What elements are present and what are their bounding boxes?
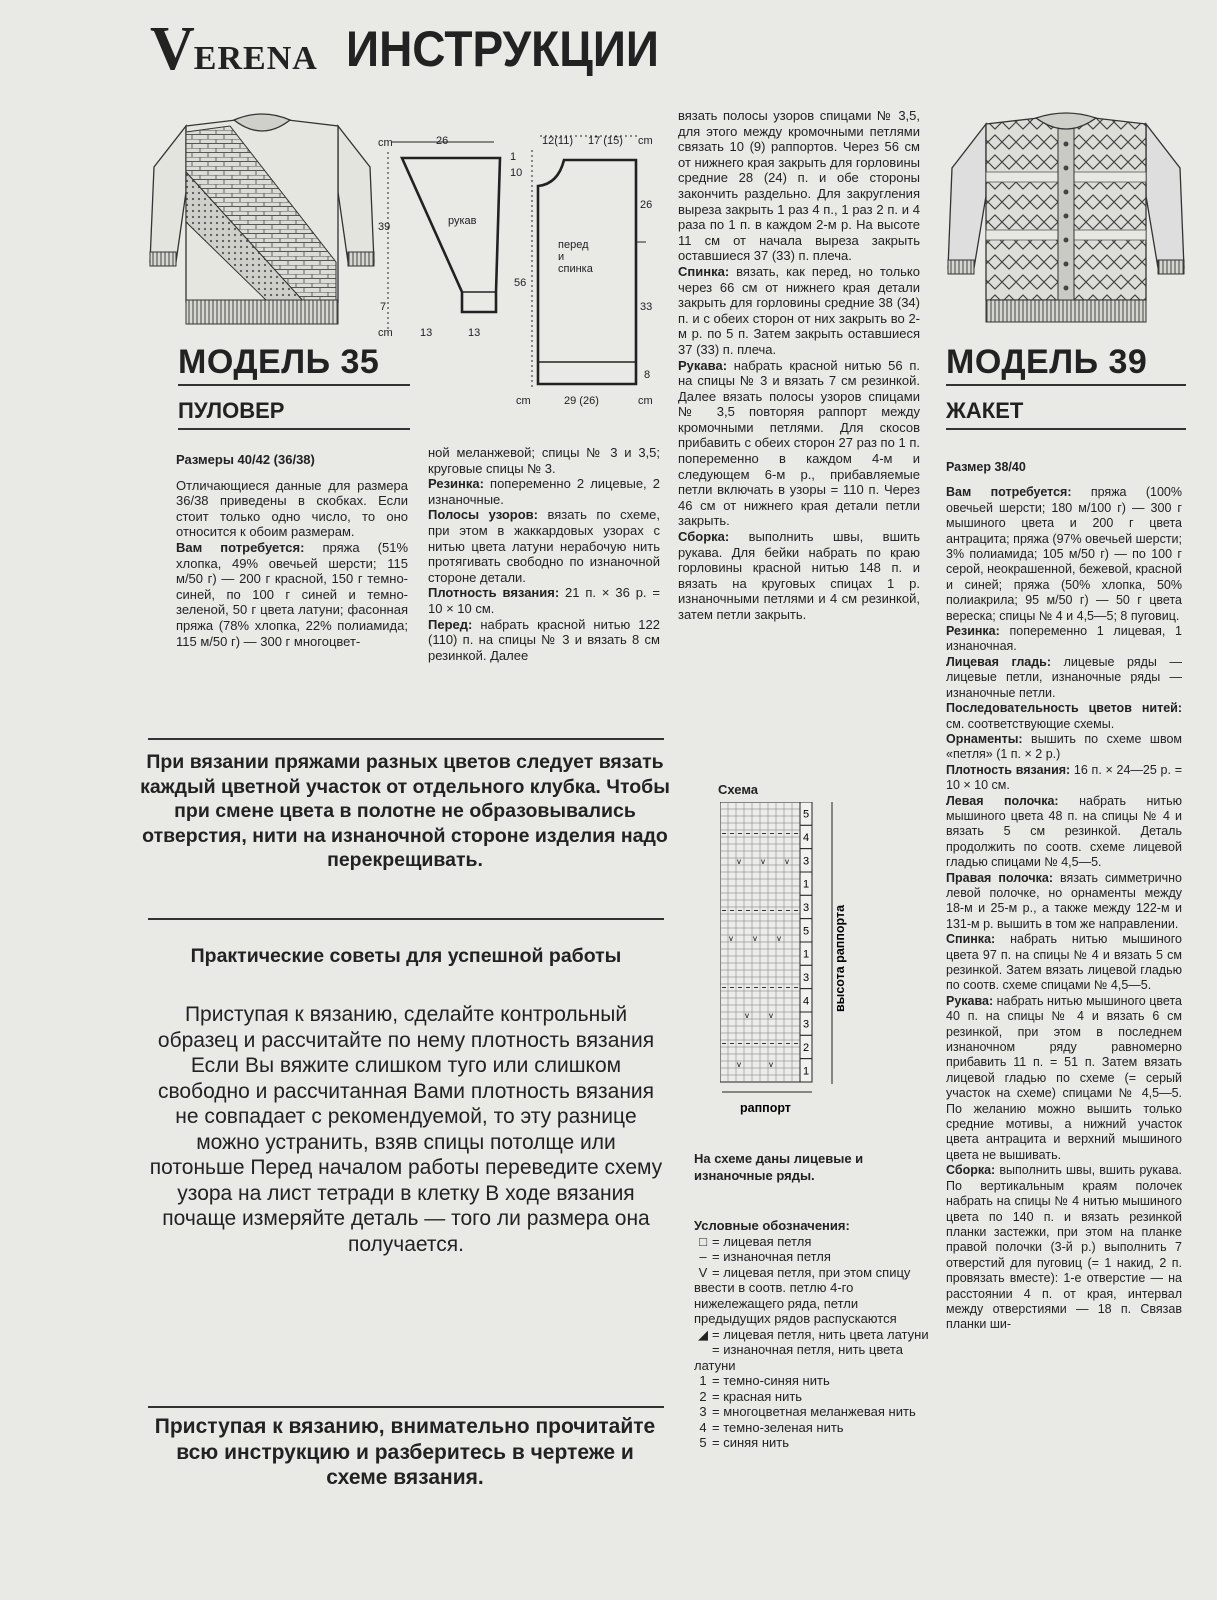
text-block: Резинка: попеременно 1 лицевая, 1 изнаночная.: [946, 624, 1182, 654]
text-block: Полосы узоров: вязать по схеме, при этом в жаккардовых узорах с нитью цвета латуни нерабочую нить протягивать свободно по изнаночной стороне детали.: [428, 507, 660, 585]
chart-band-number: 5: [803, 808, 810, 821]
chart-band-number: 1: [803, 1065, 810, 1078]
legend-title: Условные обозначения:: [694, 1218, 850, 1233]
chart-band-number: 4: [803, 995, 810, 1008]
final-note: Приступая к вязанию, внимательно прочитайте всю инструкцию и разберитесь в чертеже и схеме вязания.: [154, 1415, 656, 1489]
chart-v-mark: v: [753, 934, 757, 943]
chart-caption: На схеме даны лицевые и изнаночные ряды.: [694, 1151, 864, 1183]
legend-item: – = изнаночная петля: [694, 1249, 932, 1265]
dim-sleeve-top: 26: [436, 135, 449, 147]
dim-body-side: 33: [640, 301, 653, 313]
text-block: Плотность вязания: 21 п. × 36 р. = 10 × 10 см.: [428, 585, 660, 616]
text-block: Лицевая гладь: лицевые ряды — лицевые петли, изнаночные ряды — изнаночные петли.: [946, 654, 1182, 700]
dim-sleeve-bottom-left: 13: [420, 327, 433, 339]
dim-sleeve-height: 39: [378, 221, 391, 233]
chart-band-number: 3: [803, 902, 810, 914]
model39-title: МОДЕЛЬ 39: [946, 343, 1148, 381]
dim-body-neck-depth: 10: [510, 167, 523, 179]
chart-v-mark: v: [745, 1011, 749, 1020]
multi-color-callout: При вязании пряжами разных цветов следует вязать каждый цветной участок от отдельного клубка. Чтобы при смене цвета в полотне не образовывались отверстия, нити на изнаночной стороне изделия надо перекрещивать.: [140, 751, 670, 871]
text-block: Рукава: набрать красной нитью 56 п. на спицы № 3 и вязать 7 см резинкой. Далее вязать полосы узоров спицами № 3,5 повторяя раппорт между кромочными петлями. Для скосов прибавить с обеих сторон 27 раз по 1 п. попеременно в каждом 4-м и следующем 6-м р., прибавляемые петли включать в узоры = 110 п. Через 46 см от нижнего края детали петли закрыть.: [678, 357, 920, 529]
legend-symbol: □: [699, 1233, 707, 1249]
sleeve-schematic: [378, 130, 516, 346]
tips-title: Практические советы для успешной работы: [190, 945, 622, 967]
chart-band-number: 3: [803, 972, 810, 984]
divider: [178, 428, 410, 430]
body-label: перед: [558, 239, 589, 251]
unit-label: cm: [638, 395, 653, 407]
unit-label: cm: [378, 137, 393, 149]
chart-band-number: 5: [803, 925, 810, 938]
legend: [694, 1218, 932, 1451]
unit-label: cm: [378, 327, 393, 339]
legend-item: V = лицевая петля, при этом спицу ввести в соотв. петлю 4-го нижележащего ряда, петли предыдущих рядов распускаются: [694, 1264, 911, 1326]
dim-body-rib: 8: [644, 369, 651, 381]
jacket-illustration: [946, 112, 1186, 326]
legend-symbol: 2: [699, 1388, 707, 1404]
dim-body-total: 56: [514, 277, 527, 289]
divider: [148, 1406, 664, 1408]
legend-item: □ = лицевая петля: [694, 1234, 932, 1250]
legend-item: = изнаночная петля, нить цвета латуни: [694, 1342, 903, 1373]
body-label: и: [558, 251, 565, 263]
pullover-illustration: [148, 112, 378, 332]
body-schematic: [510, 130, 690, 410]
divider: [178, 384, 410, 386]
chart-v-mark: v: [737, 1060, 741, 1069]
chart-band-number: 3: [803, 1018, 810, 1031]
chart-band-number: 2: [803, 1042, 810, 1054]
body-label: спинка: [558, 263, 593, 275]
text-block: Правая полочка: вязать симметрично левой полочке, но орнаменты между 18-м и 25-м р., а также между 122-м и 131-м р. вышить в том же направлении.: [946, 870, 1182, 931]
dim-body-armhole: 26: [640, 199, 653, 211]
sizes-line: Размеры 40/42 (36/38): [176, 452, 315, 467]
legend-item: 2 = красная нить: [694, 1389, 932, 1405]
legend-item: 1 = темно-синяя нить: [694, 1373, 932, 1389]
dim-body-neck: 17 (15): [588, 135, 623, 147]
dim-sleeve-bottom-right: 13: [468, 327, 481, 339]
model39-subtitle: ЖАКЕТ: [946, 398, 1024, 423]
chart-v-mark: v: [737, 857, 741, 866]
materials: Вам потребуется: пряжа (51% хлопка, 49% овечьей шерсти; 115 м/50 г) — 200 г красной, 150 г темно-синей, по 100 г синей и темно-зеленой, 50 г цвета латуни; фасонная пряжа (78% хлопка, 22% полиамида; 115 м/50 г) — 300 г многоцвет-: [176, 539, 408, 649]
divider: [148, 918, 664, 920]
legend-item: 3 = многоцветная меланжевая нить: [694, 1404, 932, 1420]
chart-v-mark: v: [785, 857, 789, 866]
chart-side-label: высота раппорта: [833, 904, 847, 1012]
text-block: Последовательность цветов нитей: см. соответствующие схемы.: [946, 701, 1182, 731]
chart-v-mark: v: [769, 1011, 773, 1020]
tips-body: Приступая к вязанию, сделайте контрольный образец и рассчитайте по нему плотность вязания Если Вы вяжите слишком туго или слишком свободно и рассчитанная Вами плотность вязания не совпадает с рекомендуемой, то эту разницe можно устранить, взяв спицы потолще или потоньше Перед началом работы переведите схему узора на лист тетради в клетку В ходе вязания почаще измеряйте деталь — того ли размера она получается.: [149, 1003, 663, 1256]
chart-bottom-label: раппорт: [740, 1101, 791, 1115]
legend-symbol: ◢: [698, 1326, 708, 1342]
divider: [946, 384, 1186, 386]
legend-symbol: 1: [699, 1373, 707, 1388]
text-block: Резинка: попеременно 2 лицевые, 2 изнаночные.: [428, 476, 660, 507]
text-block: вязать полосы узоров спицами № 3,5, для этого между кромочными петлями связать 10 (9) раппортов. Через 56 см от нижнего края закрыть для горловины средние 28 (24) п. и обе стороны закончить раздельно. Для закругления выреза закрыть 1 раз 4 п., 1 раз 2 п. и 4 раза по 1 п. в каждом 2-м р. На высоте 11 см от начала выреза закрыть оставшиеся 37 (33) п. плеча.: [678, 108, 920, 264]
text-block: ной меланжевой; спицы № 3 и 3,5; круговые спицы № 3.: [428, 445, 660, 476]
model35-title: МОДЕЛЬ 35: [178, 343, 380, 381]
chart-v-mark: v: [729, 934, 733, 943]
chart-v-mark: v: [777, 934, 781, 943]
legend-symbol: –: [699, 1249, 707, 1264]
knitting-chart: [720, 802, 850, 1120]
model35-column-2: [428, 445, 660, 663]
divider: [946, 428, 1186, 430]
chart-band-number: 4: [803, 832, 810, 844]
chart-band-number: 1: [803, 948, 810, 961]
legend-symbol: V: [698, 1264, 708, 1280]
text-block: Спинка: набрать нитью мышиного цвета 97 п. на спицы № 4 и вязать 5 см резинкой. Затем вязать лицевой гладью по соотв. схеме спицами № 4,5—5.: [946, 932, 1182, 993]
legend-symbol: 4: [699, 1419, 707, 1435]
chart-v-mark: v: [769, 1060, 773, 1069]
unit-label: cm: [516, 395, 531, 407]
text-block: Размер 38/40: [946, 460, 1026, 474]
legend-symbol: 5: [699, 1435, 707, 1450]
text-block: Орнаменты: вышить по схеме швом «петля» (1 п. × 2 р.): [946, 731, 1182, 762]
legend-symbol: 3: [699, 1404, 707, 1419]
model35-column-3: [678, 108, 920, 623]
model35-column-1: [176, 452, 408, 649]
brand-logo: VERENA: [150, 15, 318, 83]
legend-item: 5 = синяя нить: [694, 1435, 932, 1451]
sleeve-label: рукав: [448, 215, 477, 227]
text-block: Спинка: вязать, как перед, но только через 66 см от нижнего края детали закрыть для горловины средние 38 (34) п. и с обеих сторон от них закрыть во 2-м р. по 5 п. Затем закрыть оставшиеся 37 (33) п. плеча.: [678, 263, 920, 357]
sizes-note: Отличающиеся данные для размера 36/38 приведены в скобках. Если стоит только одно число, то оно относится к обоим размерам.: [176, 477, 408, 540]
text-block: Левая полочка: набрать нитью мышиного цвета 48 п. на спицы № 4 и вязать 5 см резинкой. Деталь продолжить по соотв. схеме лицевой гладью спицами № 4,5—5.: [946, 793, 1182, 870]
model39-column: [946, 460, 1182, 1333]
model35-subtitle: ПУЛОВЕР: [178, 398, 285, 423]
text-block: Рукава: набрать нитью мышиного цвета 40 п. на спицы № 4 и вязать 6 см резинкой, при этом в последнем изнаночном ряду равномерно прибавить 11 п. = 51 п. Затем вязать лицевой гладью по схеме (= серый участок на схеме) спицами № 4,5—5. По желанию можно вышить только средние мотивы, а нижний участок цвета антрацита и верхний мышиного цвета не вышивать.: [946, 993, 1182, 1162]
legend-item: ◢ = лицевая петля, нить цвета латуни: [694, 1327, 932, 1343]
text-block: Плотность вязания: 16 п. × 24—25 р. = 10 × 10 см.: [946, 762, 1182, 793]
text-block: Сборка: выполнить швы, вшить рукава. По вертикальным краям полочек набрать на спицы № 4 нитью мышиного цвета по 140 п. и вязать резинкой планки застежки, при этом на планке правой полочки (3-й р.) выполнить 7 отверстий для пуговиц (= 1 накид, 2 п. провязать вместе): 1-е отверстие — на расстоянии 4 п. от края, интервал между отверстиями — 18 п. Связав планки ши-: [946, 1163, 1182, 1332]
dim-body-top: 1: [510, 151, 517, 163]
unit-label: cm: [638, 135, 653, 147]
chart-band-number: 1: [803, 878, 810, 891]
divider: [148, 738, 664, 740]
chart-band-number: 3: [803, 855, 810, 868]
text-block: Перед: набрать красной нитью 122 (110) п. на спицы № 3 и вязать 8 см резинкой. Далее: [428, 616, 660, 663]
legend-item: 4 = темно-зеленая нить: [694, 1420, 932, 1436]
dim-body-width: 29 (26): [564, 395, 599, 407]
chart-v-mark: v: [761, 857, 765, 866]
dim-body-shoulder: 12(11): [542, 135, 573, 147]
page-title: ИНСТРУКЦИИ: [346, 21, 659, 77]
dim-sleeve-cuff: 7: [380, 301, 387, 313]
text-block: Сборка: выполнить швы, вшить рукава. Для бейки набрать по краю горловины красной нитью 148 п. и вязать на круговых спицах 1 р. изнаночными петлями и 4 см резинкой, затем петли закрыть.: [678, 529, 920, 622]
chart-title: Схема: [718, 782, 759, 797]
text-block: Вам потребуется: пряжа (100% овечьей шерсти; 180 м/100 г) — 300 г мышиного цвета и 200 г цвета антрацита; пряжа (97% овечьей шерсти; 3% полиамида; 105 м/50 г) — по 100 г серой, неокрашенной, бежевой, красной и синей; пряжа (50% хлопка, 50% полиакрила; 95 м/50 г) — 50 г цвета вереска; спицы № 4 и 4,5—5; 8 пуговиц.: [946, 485, 1182, 623]
